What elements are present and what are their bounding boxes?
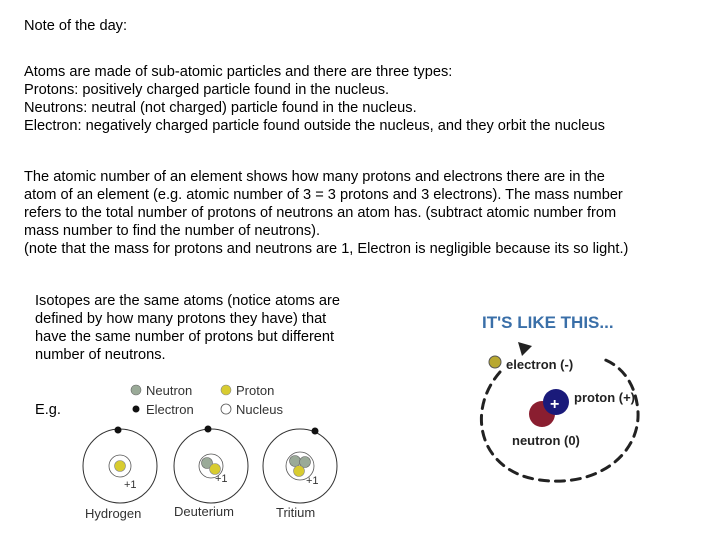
hydrogen-charge: +1: [124, 479, 137, 491]
example-label: E.g.: [35, 402, 61, 418]
intro-line: Atoms are made of sub-atomic particles and there are three types:: [24, 64, 453, 80]
tritium-neutron: [290, 456, 301, 467]
tritium-electron: [312, 428, 319, 435]
isotopes-line: number of neutrons.: [35, 347, 166, 363]
orbit-arrow-icon: [518, 342, 532, 356]
tritium-charge: +1: [306, 475, 319, 487]
atomic-line: mass number to find the number of neutrons).: [24, 223, 321, 239]
atomic-number-paragraph: [24, 168, 628, 258]
atomic-line: (note that the mass for protons and neutrons are 1, Electron is negligible because its so light.): [24, 241, 629, 257]
deuterium-electron: [205, 426, 212, 433]
isotopes-line: Isotopes are the same atoms (notice atoms are: [35, 293, 340, 309]
neutrons-line: Neutrons: neutral (not charged) particle found in the nucleus.: [24, 100, 417, 116]
atom-illustration: [460, 302, 670, 492]
isotopes-paragraph: [35, 292, 340, 364]
electron-particle: [489, 356, 501, 368]
electron-orbit: [481, 358, 638, 481]
atomic-line: The atomic number of an element shows how many protons and electrons there are in the: [24, 169, 605, 185]
atomic-line: refers to the total number of protons of neutrons an atom has. (subtract atomic number from: [24, 205, 617, 221]
legend-nucleus: Nucleus: [236, 402, 283, 417]
electron-line: Electron: negatively charged particle found outside the nucleus, and they orbit the nucleus: [24, 118, 605, 134]
legend-neutron: Neutron: [146, 383, 193, 398]
hydrogen-proton: [115, 461, 126, 472]
legend-electron: Electron: [146, 402, 194, 417]
legend-proton-icon: [221, 385, 231, 395]
isotope-diagram: [80, 370, 340, 528]
illustration-heading: IT'S LIKE THIS...: [482, 313, 614, 332]
intro-paragraph: [24, 63, 605, 135]
proton-label: proton (+): [574, 390, 636, 405]
deuterium-label: Deuterium: [174, 504, 234, 519]
legend-proton: Proton: [236, 383, 275, 398]
hydrogen-label: Hydrogen: [85, 506, 142, 521]
isotopes-line: have the same number of protons but different: [35, 329, 335, 345]
tritium-proton: [294, 466, 305, 477]
tritium-label: Tritium: [276, 505, 316, 520]
atomic-line: atom of an element (e.g. atomic number of 3 = 3 protons and 3 electrons). The mass number: [24, 187, 623, 203]
hydrogen-electron: [115, 427, 122, 434]
neutron-label: neutron (0): [512, 433, 580, 448]
note-title: Note of the day:: [24, 18, 128, 34]
plus-sign: +: [550, 396, 560, 413]
deuterium-charge: +1: [215, 473, 228, 485]
electron-label: electron (-): [506, 357, 574, 372]
legend-neutron-icon: [131, 385, 141, 395]
protons-line: Protons: positively charged particle found in the nucleus.: [24, 82, 390, 98]
legend-electron-icon: [133, 406, 140, 413]
isotopes-line: defined by how many protons they have) that: [35, 311, 327, 327]
